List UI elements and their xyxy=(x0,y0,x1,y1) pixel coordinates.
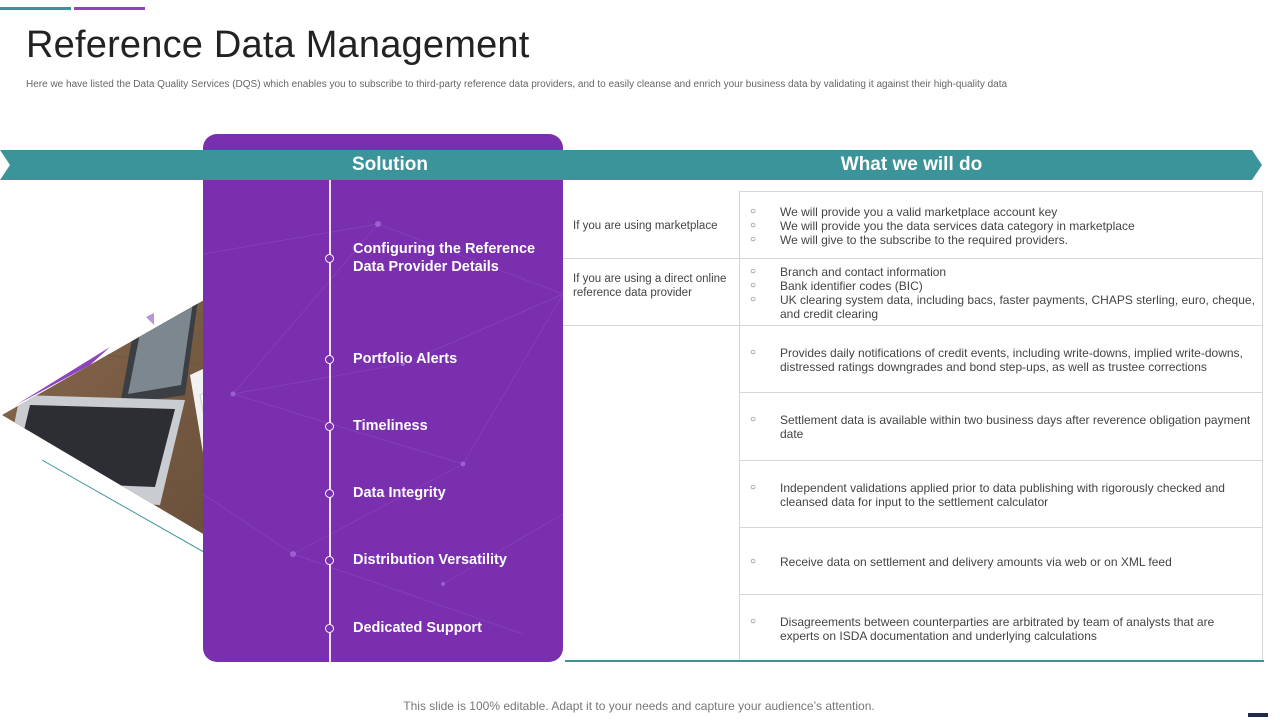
row-cell xyxy=(739,258,1263,325)
table-row xyxy=(563,392,1263,460)
bullet-item: ○ Branch and contact information xyxy=(750,265,947,279)
solution-label: Timeliness xyxy=(353,418,428,434)
row-cell xyxy=(739,325,1263,392)
bullet-item: ○ Provides daily notifications of credit events, including write-downs, implied write-downs, distressed ratings downgrades and bond step-ups, as well as trustee corrections xyxy=(750,346,1243,374)
bullet-item: ○ We will give to the subscribe to the required providers. xyxy=(750,233,1068,247)
timeline-dot xyxy=(325,254,334,263)
row-label: If you are using a direct online reference data provider xyxy=(573,273,727,299)
solution-label: Dedicated Support xyxy=(353,620,482,636)
slide-subtitle: Here we have listed the Data Quality Services (DQS) which enables you to subscribe to third-party reference data providers, and to easily cleanse and enrich your business data by validating it against their high-quality data xyxy=(26,79,1008,90)
bullet-item: ○ Independent validations applied prior to data publishing with rigorously checked and cleansed data for input to the settlement calculator xyxy=(750,481,1225,509)
row-cell xyxy=(739,392,1263,460)
solution-label: Portfolio Alerts xyxy=(353,351,458,367)
table-row xyxy=(563,527,1263,594)
table-row xyxy=(563,191,1263,258)
bullet-item: ○ We will provide you the data services data category in marketplace xyxy=(750,219,1135,233)
timeline-dot xyxy=(325,489,334,498)
accent-line-teal xyxy=(0,7,71,10)
row-label: If you are using marketplace xyxy=(573,220,718,232)
solution-panel xyxy=(203,134,563,662)
solution-label: Distribution Versatility xyxy=(353,552,507,568)
timeline-dot xyxy=(325,422,334,431)
bullet-item: ○ Bank identifier codes (BIC) xyxy=(750,279,923,293)
table-row xyxy=(563,325,1263,392)
bullet-item: ○ Receive data on settlement and delivery amounts via web or on XML feed xyxy=(750,555,1172,569)
row-cell xyxy=(739,527,1263,594)
table-row xyxy=(563,460,1263,527)
table-row xyxy=(563,594,1263,660)
timeline-dot xyxy=(325,355,334,364)
slide-title: Reference Data Management xyxy=(26,24,530,66)
bullet-item: ○ Disagreements between counterparties are arbitrated by team of analysts that are experts on ISDA documentation and underlying calculations xyxy=(750,615,1215,643)
network-pattern xyxy=(203,134,563,662)
corner-mark xyxy=(1248,713,1268,717)
table-bottom-line xyxy=(565,660,1264,662)
accent-line-purple xyxy=(74,7,145,10)
timeline-dot xyxy=(325,624,334,633)
solution-label: Configuring the Reference Data Provider Details xyxy=(353,241,536,275)
table-row xyxy=(563,258,1263,325)
timeline-line xyxy=(329,180,331,662)
row-cell xyxy=(739,460,1263,527)
row-cell xyxy=(739,594,1263,660)
solution-label: Data Integrity xyxy=(353,485,446,501)
bullet-item: ○ Settlement data is available within two business days after reverence obligation payment date xyxy=(750,413,1251,441)
row-cell xyxy=(739,191,1263,258)
timeline-dot xyxy=(325,556,334,565)
solution-header: Solution xyxy=(352,154,428,175)
slide-footer: This slide is 100% editable. Adapt it to your needs and capture your audience’s attention. xyxy=(403,699,875,713)
what-we-will-do-header: What we will do xyxy=(840,154,983,175)
bullet-item: ○ We will provide you a valid marketplace account key xyxy=(750,205,1058,219)
bullet-item: ○ UK clearing system data, including bacs, faster payments, CHAPS sterling, euro, cheque, and credit clearing xyxy=(750,293,1255,321)
